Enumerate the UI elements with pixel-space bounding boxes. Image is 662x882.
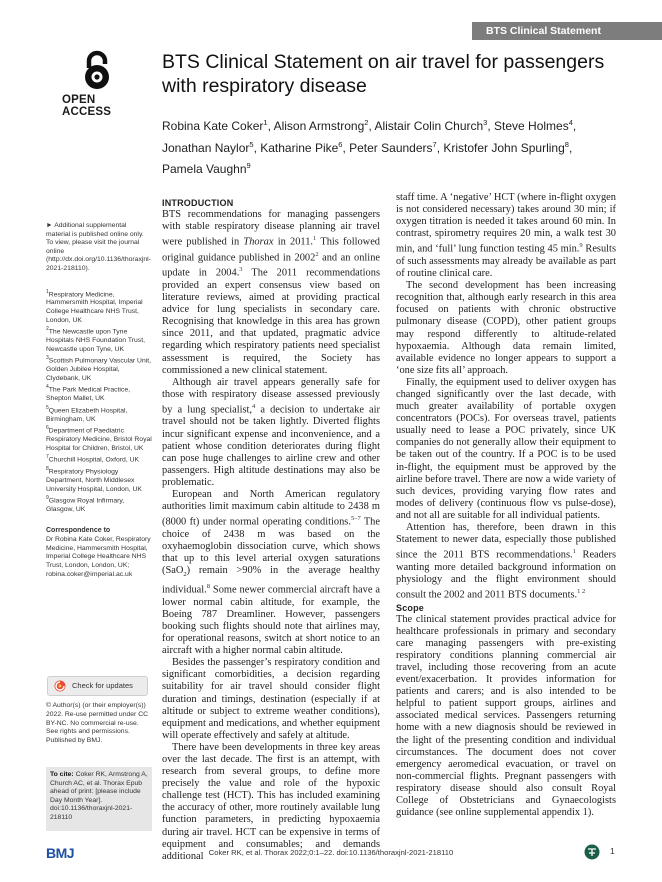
- author-name[interactable]: Robina Kate Coker: [162, 119, 264, 133]
- author-name[interactable]: Peter Saunders: [349, 140, 433, 155]
- author-affiliation-ref: 7: [432, 139, 437, 149]
- author-affiliation-ref: 9: [246, 161, 251, 170]
- check-for-updates-button[interactable]: [47, 676, 148, 696]
- affiliation-number: 2: [46, 326, 49, 333]
- affiliation-list: [46, 288, 152, 515]
- author-name[interactable]: Katharine Pike: [260, 140, 339, 155]
- body-column-right: [396, 192, 616, 819]
- paragraph: Finally, the equipment used to deliver oxygen has changed significantly over the last decade, with much greater availability of portable oxygen concentrators (POCs). For overseas travel, patients usually need to lease a POC privately, since UK companies do not generally allow their equipment to be taken out of the country. If a POC is to be used in-flight, the equipment must be approved by the airline before travel. There are now a wide variety of such devices, providing varying flow rates and modes of delivery (continuous flow vs pulse-dose), and not all are suitable for all individual patients.: [396, 376, 616, 521]
- affiliation-number: 6: [46, 425, 49, 432]
- affiliation-number: 8: [46, 466, 49, 473]
- copyright-notice: © Author(s) (or their employer(s)) 2022. Re-use permitted under CC BY-NC. No commercial re-use. See rights and permissions. Published by BMJ.: [46, 702, 149, 745]
- affiliation-number: 7: [46, 454, 49, 461]
- cite-box: [46, 767, 152, 831]
- affiliation-text: Queen Elizabeth Hospital, Birmingham, UK: [46, 407, 128, 423]
- author-name[interactable]: Steve Holmes: [494, 119, 569, 133]
- check-updates-icon: [54, 680, 66, 692]
- reference-link[interactable]: 2: [315, 250, 319, 258]
- affiliation-item: [46, 383, 152, 403]
- section-banner: BTS Clinical Statement: [472, 22, 662, 40]
- bmj-logo: BMJ: [46, 845, 75, 861]
- paragraph: The second development has been increasing recognition that, although early research in this area focused on patients with chronic obstructive pulmonary disease (COPD), other patient groups may respond differently to altitude-related hypoxaemia. Although data remain limited, available evidence no longer appears to support a ‘one size fits all’ approach.: [396, 280, 616, 376]
- affiliation-item: [46, 494, 152, 514]
- supplemental-note[interactable]: ► Additional supplemental material is published online only. To view, please visit the journal online (http://dx.doi.org/10.1136/thoraxjnl-2021-218110).: [46, 222, 151, 272]
- author-affiliation-ref: 5: [249, 139, 254, 149]
- open-access-icon: [78, 50, 116, 90]
- introduction-heading: INTRODUCTION: [162, 198, 234, 208]
- footer-citation: Coker RK, et al. Thorax 2022;0:1–22. doi:10.1136/thoraxjnl-2021-218110: [208, 848, 454, 857]
- author-name[interactable]: Kristofer John Spurling: [443, 140, 565, 155]
- reference-link[interactable]: 3: [239, 266, 243, 274]
- paragraph: staff time. A ‘negative’ HCT (where in-flight oxygen is not considered necessary) takes around 30 min; if oxygen titration is needed it takes around 60 min. In contrast, spirometry requires 20 min, a walk test 30 min, and ‘full’ lung function testing 45 min.$^9$ Results of such assessments may already be available as part of routine clinical care.: [396, 192, 616, 280]
- scope-heading: Scope: [396, 602, 425, 613]
- page-number: 1: [610, 846, 615, 856]
- reference-link[interactable]: 8: [206, 583, 210, 591]
- reference-link[interactable]: 4: [252, 402, 256, 410]
- paragraph: European and North American regulatory authorities limit maximum cabin altitude to 2438 m (8000 ft) under normal operating conditions.$^{5-7}$ The choice of 2438 m was based on the oxyhaemoglobin dissociation curve, which shows that up to this level arterial oxygen saturations (SaO$_2$) remain >90% in the average healthy individual.$^8$ Some newer commercial aircraft have a lower normal cabin altitude, for example, the Boeing 787 Dreamliner. However, passengers booking such flights should note that airlines may, for operational reasons, switch at short notice to an aircraft with a higher normal cabin altitude.: [162, 489, 380, 657]
- correspondence-heading: Correspondence to: [46, 526, 111, 534]
- affiliation-item: [46, 465, 152, 494]
- affiliation-text: Scottish Pulmonary Vascular Unit, Golden Jubilee Hospital, Clydebank, UK: [46, 357, 152, 382]
- affiliation-number: 9: [46, 495, 49, 502]
- paragraph: There have been developments in three key areas over the last decade. The first is an attempt, with research from several groups, to define more precisely the value and role of the hypoxic challenge test (HCT). This has included examining the accuracy of other, more routinely available lung function parameters, in predicting hypoxaemia during air travel. HCT can be expensive in terms of equipment and consumables; and demands additional: [162, 741, 380, 862]
- affiliation-item: [46, 288, 152, 326]
- author-affiliation-ref: 1: [263, 118, 268, 127]
- affiliation-text: Churchill Hospital, Oxford, UK: [48, 456, 140, 464]
- affiliation-number: 1: [46, 288, 49, 295]
- author-affiliation-ref: 3: [483, 118, 488, 127]
- reference-link[interactable]: 1: [572, 548, 576, 556]
- article-title: BTS Clinical Statement on air travel for passengers with respiratory disease: [162, 51, 605, 97]
- affiliation-number: 3: [46, 355, 49, 362]
- author-name[interactable]: Alison Armstrong: [273, 119, 365, 133]
- affiliation-text: The Park Medical Practice, Shepton Mallet, UK: [46, 386, 130, 403]
- reference-link[interactable]: 5–7: [350, 515, 361, 523]
- author-affiliation-ref: 2: [364, 118, 369, 127]
- affiliation-number: 4: [46, 384, 49, 391]
- paragraph: Although air travel appears generally safe for those with respiratory disease assessed previously by a lung specialist,$^4$ a decision to undertake air travel should not be taken lightly. Diverted flights incur significant expense and inconvenience, and a patient whose condition deteriorates during flight can pose huge challenges to airline crew and other passengers. High altitude destinations may also be problematic.: [162, 376, 380, 488]
- thorax-logo-icon: [584, 844, 600, 860]
- reference-link[interactable]: 1 2: [577, 587, 586, 595]
- author-affiliation-ref: 8: [564, 139, 569, 149]
- author-list: Robina Kate Coker$^1$, Alison Armstrong$^2$, Alistair Colin Church$^3$, Steve Holmes$^4$, Jonathan Naylor$^5$, Katharine Pike$^6$, Peter Saunders$^7$, Kristofer John Spurling$^8$, Pamela Vaughn$^9$: [162, 118, 577, 176]
- sidebar: [46, 222, 152, 579]
- affiliation-text: Department of Paediatric Respiratory Medicine, Bristol Royal Hospital for Children, Bristol, UK: [46, 427, 152, 452]
- paragraph: BTS recommendations for managing passengers with stable respiratory disease planning air travel were published in Thorax in 2011.$^1$ This followed original guidance published in 2002$^2$ and an online update in 2004.$^3$ The 2011 recommendations provided an expert consensus view based on literature reviews, aimed at providing practical advice for lung specialists in secondary care. Recognising that knowledge in this area has grown since 2011, and that updated, pragmatic advice regarding which respiratory patients need specialist assessment is required, the Society has commissioned a new clinical statement.: [162, 209, 381, 376]
- affiliation-item: [46, 453, 152, 465]
- affiliation-item: [46, 354, 152, 383]
- correspondence-text[interactable]: Dr Robina Kate Coker, Respiratory Medicine, Hammersmith Hospital, Imperial College Healthcare NHS Trust, London, London, UK; robina.coker@imperial.ac.uk: [46, 536, 151, 578]
- author-name[interactable]: Pamela Vaughn: [162, 162, 247, 176]
- affiliation-text: Glasgow Royal Infirmary, Glasgow, UK: [46, 497, 125, 514]
- correspondence: [46, 527, 152, 580]
- affiliation-text: Respiratory Physiology Department, North Middlesex University Hospital, London, UK: [46, 468, 142, 493]
- affiliation-item: [46, 424, 152, 453]
- open-access-label: OPEN ACCESS: [62, 94, 112, 118]
- author-affiliation-ref: 4: [568, 118, 573, 127]
- cite-text: Coker RK, Armstrong A, Church AC, et al. Thorax Epub ahead of print: [please include Day Month Year]. doi:10.1136/thoraxjnl-2021-218110: [50, 771, 148, 821]
- cite-label: To cite:: [50, 771, 74, 778]
- affiliation-item: [46, 404, 152, 424]
- reference-link[interactable]: 9: [579, 242, 583, 250]
- check-updates-label: Check for updates: [72, 681, 133, 690]
- affiliation-item: [46, 325, 152, 354]
- affiliation-text: The Newcastle upon Tyne Hospitals NHS Foundation Trust, Newcastle upon Tyne, UK: [46, 328, 145, 353]
- author-name[interactable]: Jonathan Naylor: [162, 140, 250, 155]
- affiliation-text: Respiratory Medicine, Hammersmith Hospital, Imperial College Healthcare NHS Trust, London, UK: [46, 290, 143, 324]
- reference-link[interactable]: 1: [313, 235, 317, 243]
- paragraph: Attention has, therefore, been drawn in this Statement to newer data, especially those published since the 2011 BTS recommendations.$^1$ Readers wanting more detailed background information on physiology and the flight environment should consult the 2002 and 2011 BTS documents.$^{1 2}$: [396, 522, 616, 601]
- author-affiliation-ref: 6: [338, 139, 343, 149]
- author-name[interactable]: Alistair Colin Church: [374, 119, 484, 133]
- paragraph: Besides the passenger’s respiratory condition and significant comorbidities, a decision regarding suitability for air travel should consider flight duration and timings, destination (especially if at altitude or subject to extreme weather conditions), equipment and medications, and whether equipment will operate effectively and safely at altitude.: [162, 657, 380, 741]
- paragraph: The clinical statement provides practical advice for healthcare professionals in primary and secondary care managing passengers with pre-existing respiratory conditions planning commercial air travel, including those recovering from an acute event/exacerbation. It provides information for patients and carers; and is also intended to be helpful to patient support groups, airlines and associated medical services. Passengers returning home with a new diagnosis should be reviewed in the light of the presenting condition and individual circumstances. The document does not cover emergency aeromedical evacuation, or travel on non-commercial flights. Pregnant passengers with respiratory disease should also consult Royal College of Obstetricians and Gynaecologists guidance (see online supplemental appendix 1).: [396, 613, 616, 819]
- body-column-left: [162, 197, 380, 863]
- affiliation-number: 5: [46, 404, 49, 411]
